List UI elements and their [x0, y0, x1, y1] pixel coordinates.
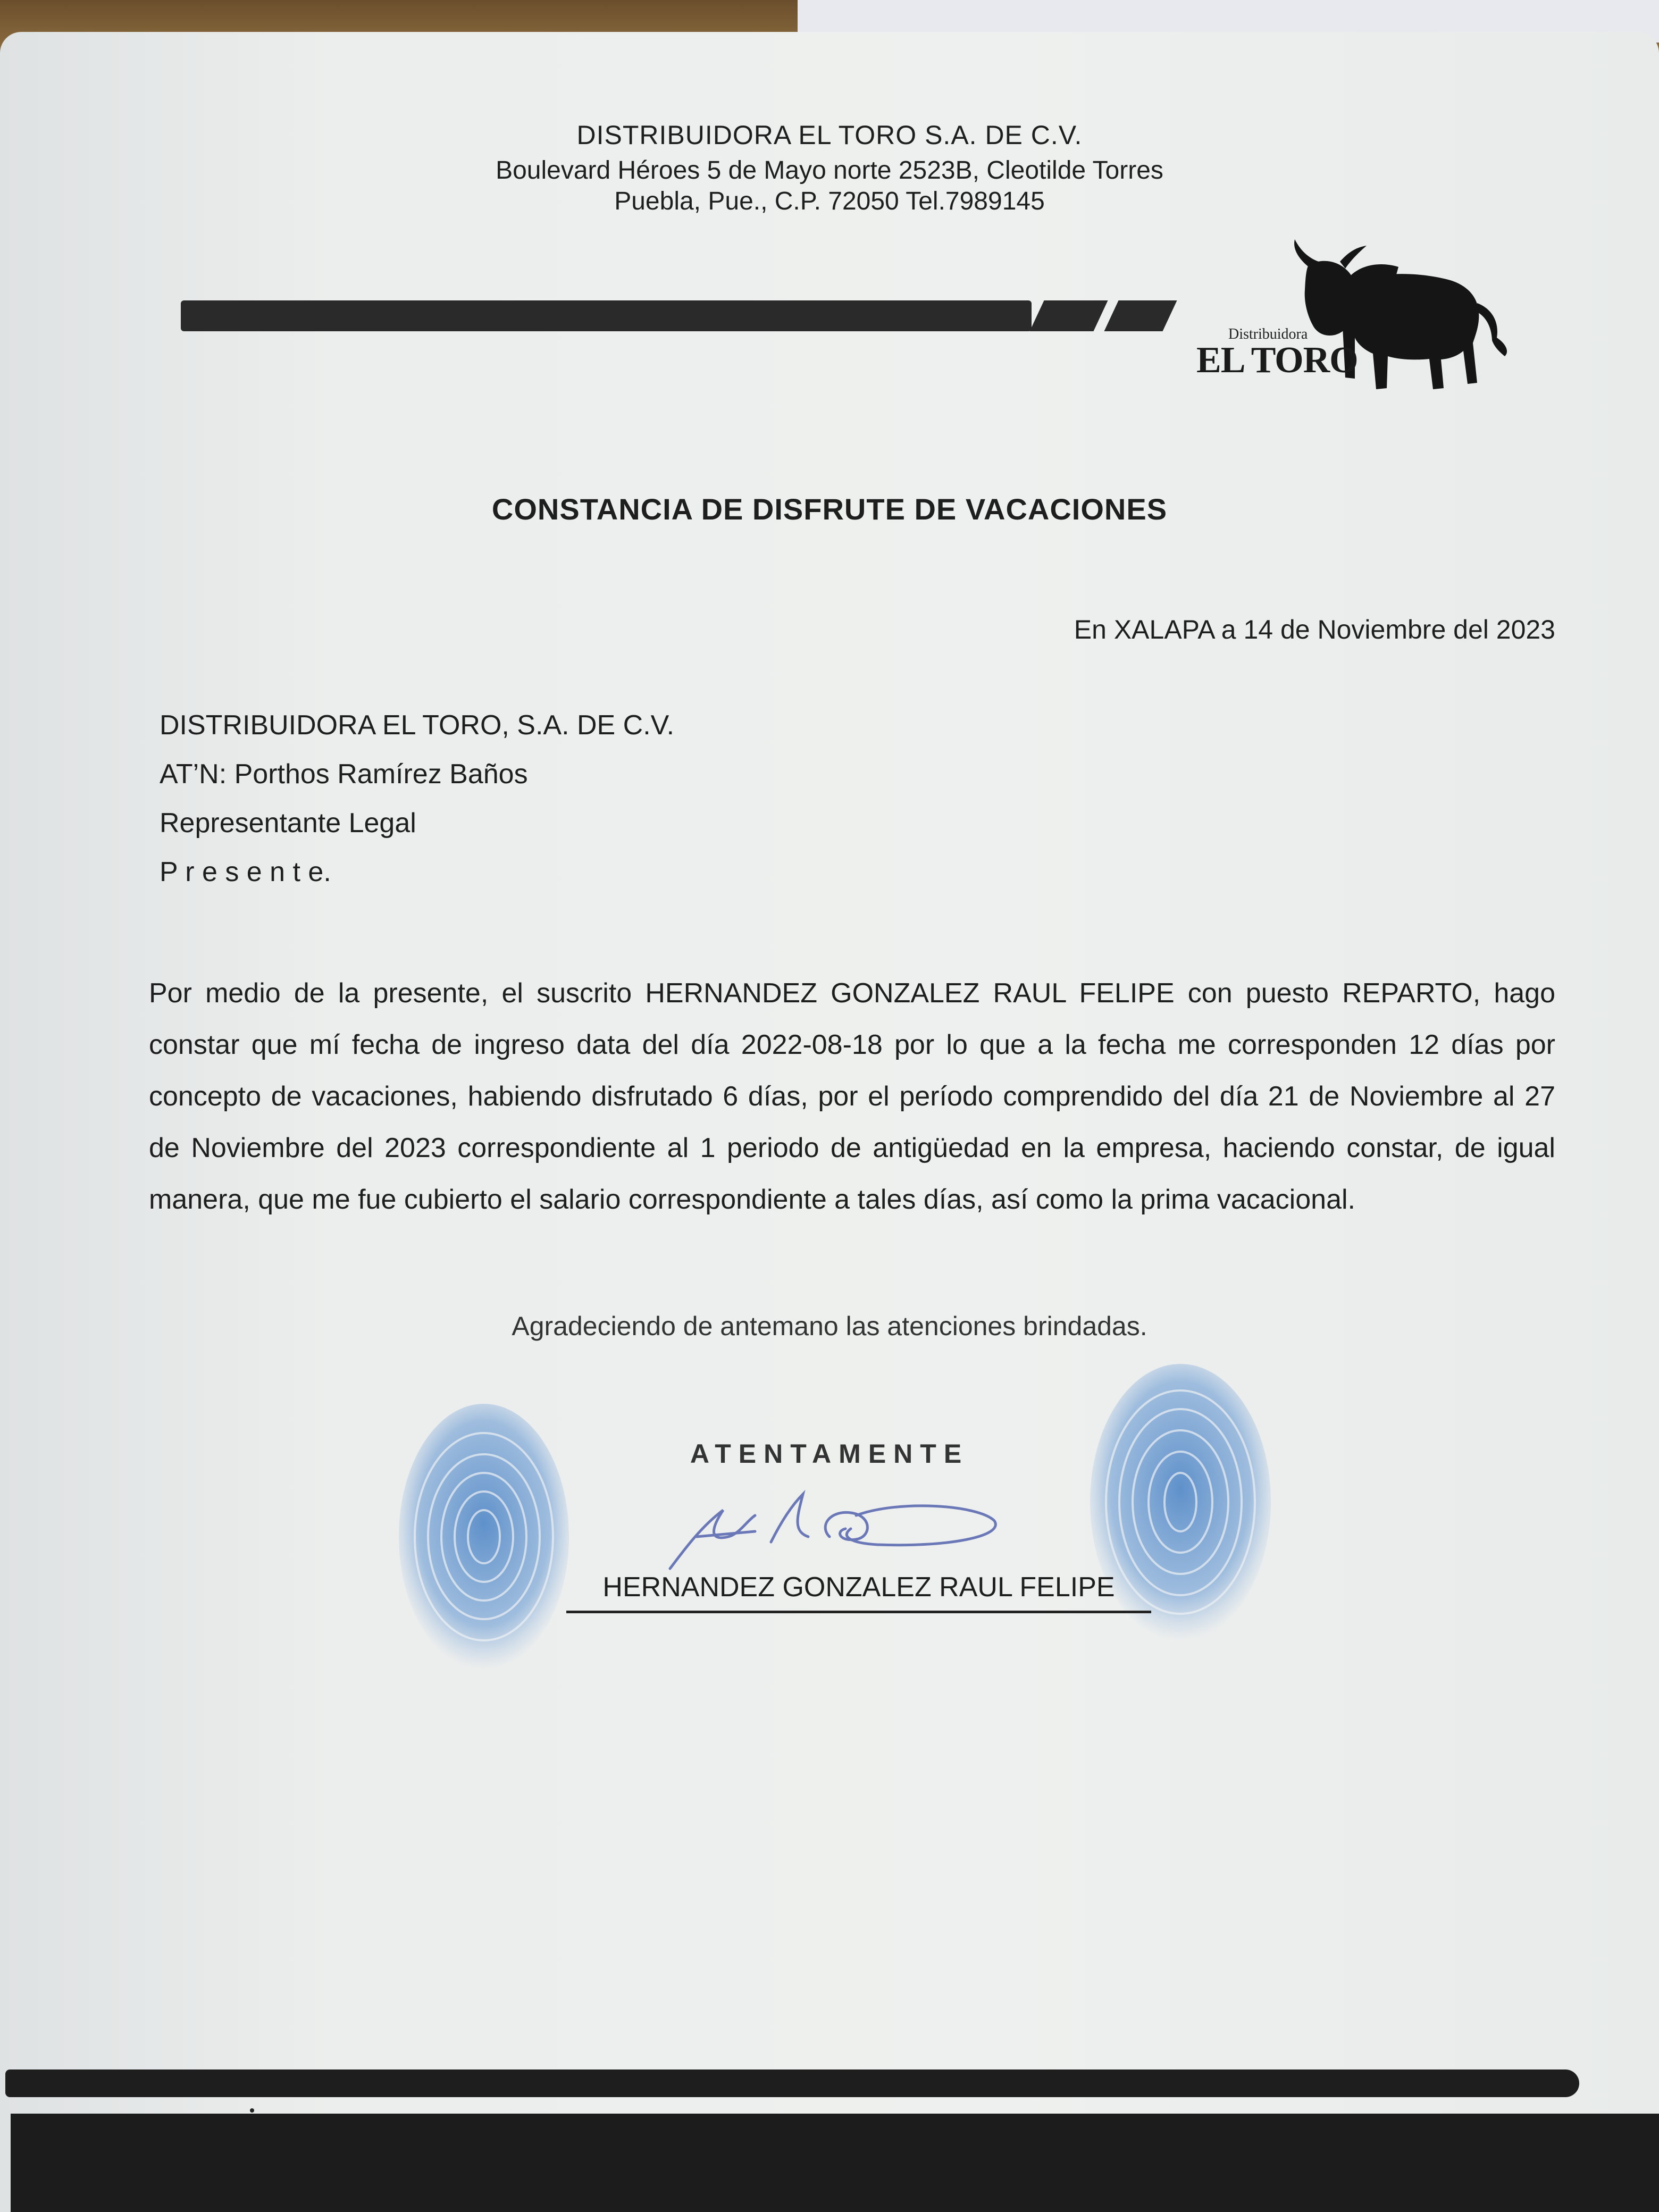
body-paragraph: Por medio de la presente, el suscrito HERNANDEZ GONZALEZ RAUL FELIPE con puesto REPARTO, hago constar que mí fecha de ingreso data del día 2022-08-18 por lo que a la fecha me corresponden 12 días por concepto de vacaciones, habiendo disfrutado 6 días, por el período comprendido del día 21 de Noviembre al 27 de Noviembre del 2023 correspondiente al 1 periodo de antigüedad en la empresa, haciendo constar, de igual manera, que me fue cubierto el salario correspondiente a tales días, así como la prima vacacional. [149, 978, 1555, 1215]
footer-dot [250, 2108, 254, 2113]
header-address-line1: Boulevard Héroes 5 de Mayo norte 2523B, Cleotilde Torres [496, 156, 1163, 185]
fingerprint-left-icon [393, 1398, 574, 1675]
date-line: En XALAPA a 14 de Noviembre del 2023 [1074, 615, 1555, 644]
header-company: DISTRIBUIDORA EL TORO S.A. DE C.V. [576, 120, 1083, 150]
recipient-attention: AT’N: Porthos Ramírez Baños [160, 759, 528, 790]
recipient-block [160, 701, 674, 896]
footer-bar [11, 2114, 1659, 2212]
signer-name: HERNANDEZ GONZALEZ RAUL FELIPE [566, 1571, 1151, 1613]
footer-divider-bar [5, 2069, 1579, 2097]
recipient-presente: P r e s e n t e. [160, 857, 331, 887]
handwritten-signature [649, 1478, 1010, 1585]
recipient-role: Representante Legal [160, 808, 416, 839]
closing-thanks: Agradeciendo de antemano las atenciones brindadas. [512, 1311, 1147, 1341]
company-logo [1186, 229, 1515, 399]
recipient-company: DISTRIBUIDORA EL TORO, S.A. DE C.V. [160, 710, 675, 741]
document-title: CONSTANCIA DE DISFRUTE DE VACACIONES [491, 492, 1168, 526]
header-divider-bar [181, 300, 1032, 331]
header-address [0, 155, 1659, 217]
logo-name: EL TORO [1196, 340, 1358, 381]
logo-small-text: Distribuidora [1228, 326, 1308, 342]
closing-atentamente: ATENTAMENTE [690, 1439, 969, 1469]
header-address-line2: Puebla, Pue., C.P. 72050 Tel.7989145 [614, 187, 1045, 215]
